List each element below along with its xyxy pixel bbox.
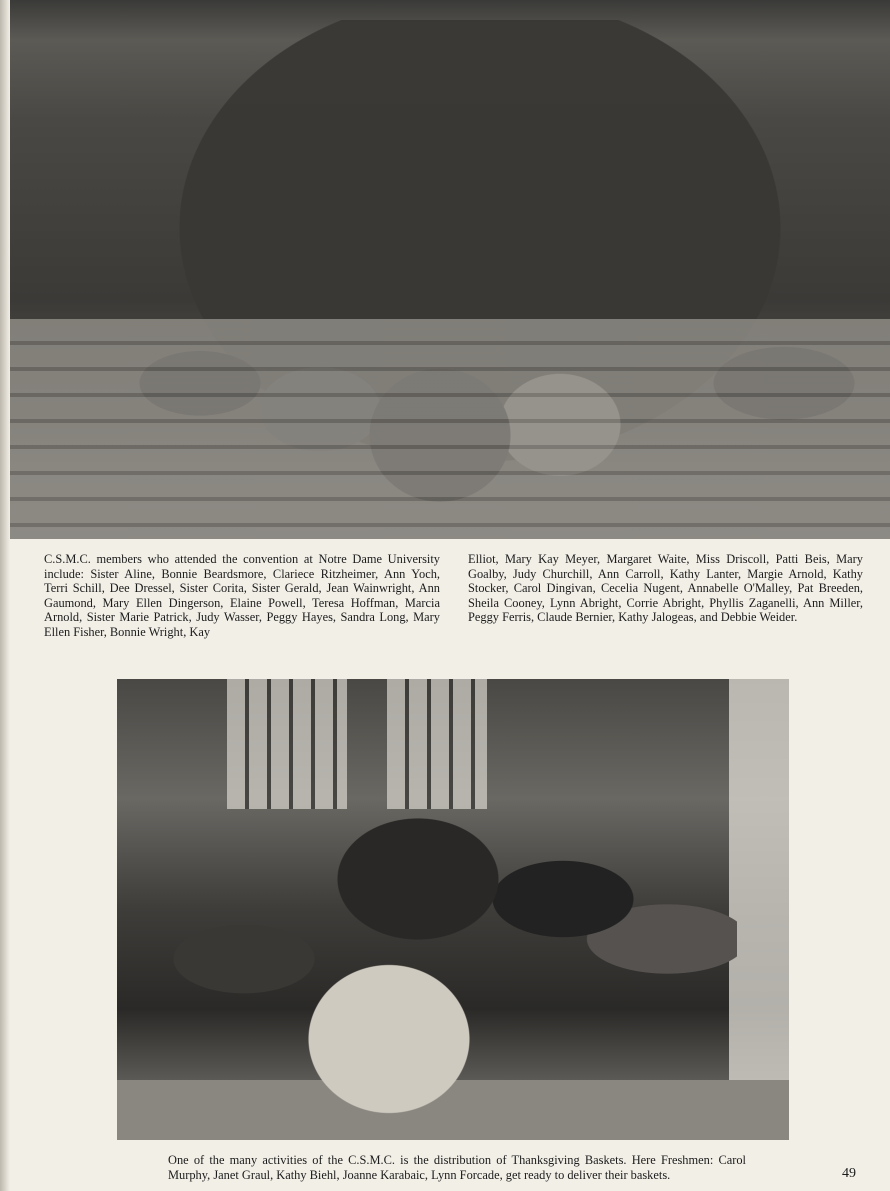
group-photo-steps: [10, 319, 890, 539]
top-caption-column-1: C.S.M.C. members who attended the convention at Notre Dame University include: Sister Aline, Bonnie Beardsmore, Clariece Ritzheimer, Ann Yoch, Terri Schill, Dee Dressel, Sister Corita, Sister Gerald, Jean Wainwright, Ann Gaumond, Mary Ellen Dingerson, Elaine Powell, Teresa Hoffman, Marcia Arnold, Sister Marie Patrick, Judy Wasser, Peggy Hayes, Sandra Long, Mary Ellen Fisher, Bonnie Wright, Kay: [44, 552, 440, 639]
top-caption-column-2: Elliot, Mary Kay Meyer, Margaret Waite, Miss Driscoll, Patti Beis, Mary Goalby, Judy Churchill, Ann Carroll, Kathy Lanter, Margie Arnold, Kathy Stocker, Carol Dingivan, Cecelia Nugent, Annabelle O'Malley, Pat Breeden, Sheila Cooney, Lynn Abright, Corrie Abright, Phyllis Zaganelli, Ann Miller, Peggy Ferris, Claude Bernier, Kathy Jalogeas, and Debbie Weider.: [468, 552, 863, 625]
photo-people: [157, 719, 737, 1119]
thanksgiving-baskets-photo: [117, 679, 789, 1140]
page-binding-shadow: [0, 0, 10, 1191]
bottom-caption: One of the many activities of the C.S.M.C. is the distribution of Thanksgiving Baskets. Here Freshmen: Carol Murphy, Janet Graul, Kathy Biehl, Joanne Karabaic, Lynn Forcade, get ready to deliver their baskets.: [168, 1153, 746, 1182]
photo-doorframe: [729, 679, 789, 1140]
page-number: 49: [842, 1166, 856, 1181]
group-photo-convention: [10, 0, 890, 539]
